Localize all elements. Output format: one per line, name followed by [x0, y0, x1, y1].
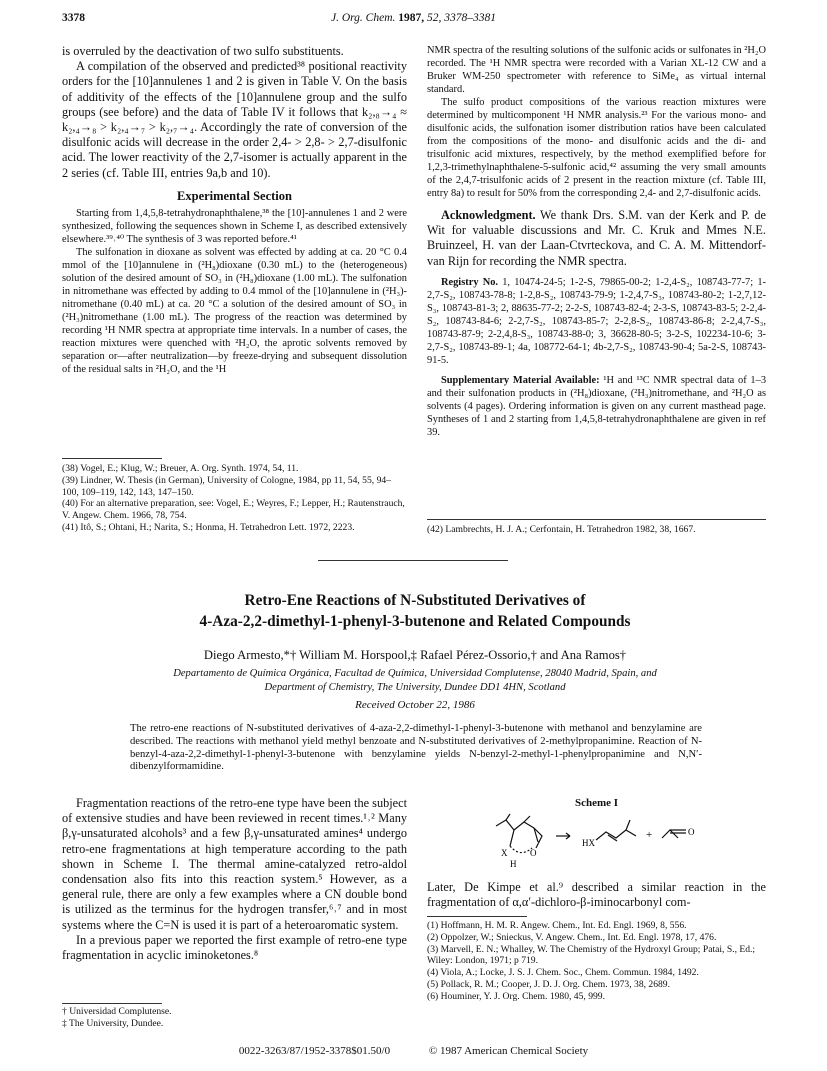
acknowledgment [427, 208, 766, 269]
footnote: ‡ The University, Dundee. [62, 1017, 164, 1029]
registry-text: 1, 10474-24-5; 1-2-S, 79865-00-2; 1-2,4-S₂, 108743-77-7; 1-2,7-S₂, 108743-78-8; 1-2,8-S₂, 108743-79-9; 1-2,4,7-S₃, 108743-80-2; 1-2,7,12-S₃, 108743-81-3; 2, 88635-77-2; 2-2-S, 108743-82-4; 2-3-S, 108743-83-5; 2-2,4-S₂, 108743-84-6; 2-2,7-S₂, 108743-85-7; 2-2,8-S₂, 108743-86-8; 2-2,4,7-S₃, 108743-87-9; 2-2,4,8-S₃, 108743-88-0; 3, 36628-80-5; 3-2-S, 102234-10-6; 3-2,7-S₂, 108743-89-1; 4a, 108772-64-1; 4b-2,7-S₂, 108743-90-4; 5a-2-S, 108743-91-5. [427, 276, 766, 366]
scheme-label-x: X [501, 848, 508, 858]
footnote-rule [427, 916, 527, 917]
scheme-i-figure [490, 812, 710, 870]
journal-citation [62, 12, 765, 24]
article-title [70, 590, 760, 632]
journal-name: J. Org. Chem. [330, 12, 396, 24]
article-code: 0022-3263/87/1952-3378$01.50/0 [238, 1045, 391, 1057]
acknowledgment-label: Acknowledgment. [441, 208, 536, 222]
footnotes-left-top [62, 463, 407, 534]
paragraph: Starting from 1,4,5,8-tetrahydronaphthalene,³⁸ the [10]-annulenes 1 and 2 were synthesized, following the sequences shown in Scheme I, as described extensively elsewhere.³⁹˒⁴⁰ The synthesis of 3 was reported before.⁴¹ [62, 208, 407, 246]
footnote: (1) Hoffmann, H. M. R. Angew. Chem., Int. Ed. Engl. 1969, 8, 556. [427, 920, 687, 931]
scheme-label-hx: HX [582, 838, 595, 848]
scheme-label-h: H [510, 859, 517, 869]
paragraph: A compilation of the observed and predicted³⁸ positional reactivity orders for the [10]annulenes 1 and 2 is given in Table V. On the basis of additivity of the effects of the [10]annulene group and the sulfo groups (see before) and the data of Table IV it follows that k₂,₈→₄ ≈ k₂,₄→₈ > k₂,₄→₇ > k₂,₇→₄. Accordingly the rate of conversion of the disulfonic acids will decrease in the order 2,4- > 2,8- > 2,7-disulfonic acid. The lower reactivity of the 2,7-isomer is actually apparent in the 2 series (cf. Table III, entries 9a,b and 10). [62, 59, 407, 180]
affiliations [70, 667, 760, 694]
footnote: (5) Pollack, R. M.; Cooper, J. D. J. Org. Chem. 1973, 38, 2689. [427, 978, 671, 990]
footnote-rule [62, 458, 162, 459]
running-header [62, 12, 765, 30]
left-column-bottom [62, 796, 407, 963]
journal-volume-pages: 52, 3378–3381 [427, 12, 497, 24]
paragraph: Later, De Kimpe et al.⁹ described a similar reaction in the fragmentation of α,α′-dichloro-β-iminocarbonyl com- [427, 880, 766, 910]
paragraph: is overruled by the deactivation of two sulfo substituents. [62, 44, 344, 58]
footnotes-right-bottom [427, 920, 766, 1003]
acknowledgment-text: We thank Drs. S.M. van der Kerk and P. de Wit for valuable discussions and Mr. C. Kruk and Mmes N.E. Bruinzeel, H. van der Laan-Ctvrteckova, and C. A. M. Mittendorf-van Rijn for recording the NMR spectra. [427, 208, 766, 268]
authors: Diego Armesto,*† William M. Horspool,‡ Rafael Pérez-Ossorio,† and Ana Ramos† [203, 648, 627, 662]
scheme-double-bond [670, 830, 686, 833]
scheme-bond [626, 820, 636, 836]
section-heading: Experimental Section [177, 188, 292, 203]
abstract: The retro-ene reactions of N-substituted derivatives of 4-aza-2,2-dimethyl-1-phenyl-3-butenone with methanol and benzylamine are described. The reactions with methanol yield methyl benzoate and N-substituted derivatives of 2-methylpropanimine. Reaction of N-benzyl-4-aza-2,2-dimethyl-1-phenyl-3-butenone with benzylamine yields N-benzyl-2-methyl-1-phenylpropanimine and N,N′-dibenzylformamidine. [130, 723, 702, 773]
scheme-i-drawing [490, 812, 710, 870]
left-column-top [62, 44, 407, 376]
page-footer [62, 1045, 765, 1057]
paragraph: NMR spectra of the resulting solutions of the sulfonic acids or sulfonates in ²H₂O recorded. The ¹H NMR spectra were recorded with a Varian XL-12 CW and a Bruker WM-250 spectrometer with reference to SiMe₄ as virtual internal standard. [427, 45, 766, 95]
footnote-rule [62, 1003, 162, 1004]
supplementary-label: Supplementary Material Available: [441, 374, 600, 386]
scheme-arrow-curve [510, 846, 532, 853]
title-line: 4-Aza-2,2-dimethyl-1-phenyl-3-butenone and Related Compounds [199, 613, 631, 630]
scheme-plus: + [646, 829, 653, 841]
scheme-bond [506, 814, 510, 820]
right-column-bottom [427, 880, 766, 910]
footnotes-left-bottom [62, 1006, 407, 1030]
supplementary-material [427, 374, 766, 439]
title-line: Retro-Ene Reactions of N-Substituted Derivatives of [244, 592, 586, 609]
scheme-label-o: O [530, 848, 537, 858]
footnote: (3) Marvell, E. N.; Whalley, W. The Chemistry of the Hydroxyl Group; Patai, S., Ed.; Wiley: London, 1971; p 719. [427, 943, 756, 967]
footnote: (40) For an alternative preparation, see: Vogel, E.; Weyres, F.; Lepper, H.; Rautenstrauch, V. Angew. Chem. 1966, 78, 754. [62, 498, 405, 522]
affiliation-line: Department of Chemistry, The University, Dundee DD1 4HN, Scotland [264, 681, 566, 693]
paragraph: In a previous paper we reported the first example of retro-ene type fragmentation in acyclic iminoketones.⁸ [62, 932, 407, 963]
registry-label: Registry No. [441, 276, 499, 288]
footnote: (41) Itô, S.; Ohtani, H.; Narita, S.; Honma, H. Tetrahedron Lett. 1972, 2223. [62, 521, 355, 533]
received-date: Received October 22, 1986 [355, 699, 475, 711]
scheme-bond [510, 830, 514, 846]
footnote: (4) Viola, A.; Locke, J. S. J. Chem. Soc., Chem. Commun. 1984, 1492. [427, 967, 699, 979]
scheme-title: Scheme I [574, 797, 619, 809]
supplementary-text: ¹H and ¹³C NMR spectral data of 1–3 and their sulfonation products in (²H₈)dioxane, (²H₃)nitromethane, and ²H₂O as solvents (4 pages). Ordering information is given on any current masthead page. Syntheses of 1 and 2 starting from 1,4,5,8-tetrahydronaphthalene are given in ref 39. [427, 374, 767, 438]
copyright: © 1987 American Chemical Society [428, 1045, 589, 1057]
article-separator [318, 560, 508, 561]
footnote: (2) Oppolzer, W.; Snieckus, V. Angew. Chem., Int. Ed. Engl. 1978, 17, 476. [427, 931, 717, 943]
scheme-bond [662, 830, 678, 838]
footnote: † Universidad Complutense. [62, 1006, 172, 1017]
paragraph: Fragmentation reactions of the retro-ene type have been the subject of extensive studies and have been reviewed in recent times.¹˒² Many β,γ-unsaturated alcohols³ and a few β,γ-unsaturated amines⁴ undergo retro-ene fragmentations at high temperature according to the path shown in Scheme I. The thermal amine-catalyzed retro-aldol condensation also fits into this reaction system.⁵ However, as a general rule, there are only a few examples where a CN double bond is utilized as the terminus for the hydrogen transfer,⁶˒⁷ and in most systems where the C=N is used it is part of a heteroaromatic system. [62, 796, 407, 932]
footnote: (42) Lambrechts, H. J. A.; Cerfontain, H. Tetrahedron 1982, 38, 1667. [427, 524, 696, 535]
scheme-bond [596, 830, 626, 840]
right-column-top [427, 44, 766, 439]
affiliation-line: Departamento de Química Orgánica, Facultad de Química, Universidad Complutense, 28040 Madrid, Spain, and [173, 668, 657, 679]
registry-numbers [427, 276, 766, 367]
footnotes-right-top [427, 524, 766, 536]
footnote: (6) Houminer, Y. J. Org. Chem. 1980, 45, 999. [427, 990, 605, 1002]
paragraph: The sulfonation in dioxane as solvent was effected by adding at ca. 20 °C 0.4 mmol of the [10]annulene in (²H₈)dioxane (0.30 mL) to the (heterogeneous) solution of the desired amount of SO₃ in (²H₈)dioxane (1.00 mL). The sulfonation in nitromethane was effected by adding to 0.4 mmol of the [10]annulene in (²H₃)-nitromethane (0.40 mL) at ca. 20 °C a solution of the desired amount of SO₃ in (²H₃)nitromethane (1.00 mL). The progress of the reaction was determined by recording ¹H NMR spectra at appropriate time intervals. In a number of cases, the reaction mixtures were quenched with ²H₂O, the aprotic solvents removed by separation or—after neutralization—by freeze-drying and subsequent dissolution of the residual salts in ²H₂O, and the ¹H [62, 247, 407, 376]
scheme-label-o: O [688, 827, 695, 837]
scheme-bond [524, 816, 530, 822]
footnote: (38) Vogel, E.; Klug, W.; Breuer, A. Org. Synth. 1974, 54, 11. [62, 463, 299, 474]
paragraph: The sulfo product compositions of the various reaction mixtures were determined by multicomponent ¹H NMR analysis.²³ For the various mono- and disulfonic acids, the sulfonation isomer distribution ratios have been calculated from the compositions of the mono- and disulfonic acids and the di- and trisulfonic acid mixtures, respectively, by the method exemplified before for 1,2,3-trimethylnaphthalene-5-sulfonic acid,⁴² assuming the very small amounts of the 2,4,7-trisulfonic acids of 2 present in the reaction mixture (cf. Table III, entry 8a) to result for 50% from the corresponding 2,4- and 2,7-disulfonic acids. [427, 97, 766, 199]
journal-year: 1987, [398, 12, 425, 24]
footnote-rule [427, 519, 766, 520]
page-number: 3378 [62, 12, 85, 24]
footnote: (39) Lindner, W. Thesis (in German), University of Cologne, 1984, pp 11, 54, 55, 94–100, 109–119, 142, 143, 147–150. [62, 474, 391, 498]
scheme-bond [496, 820, 538, 842]
